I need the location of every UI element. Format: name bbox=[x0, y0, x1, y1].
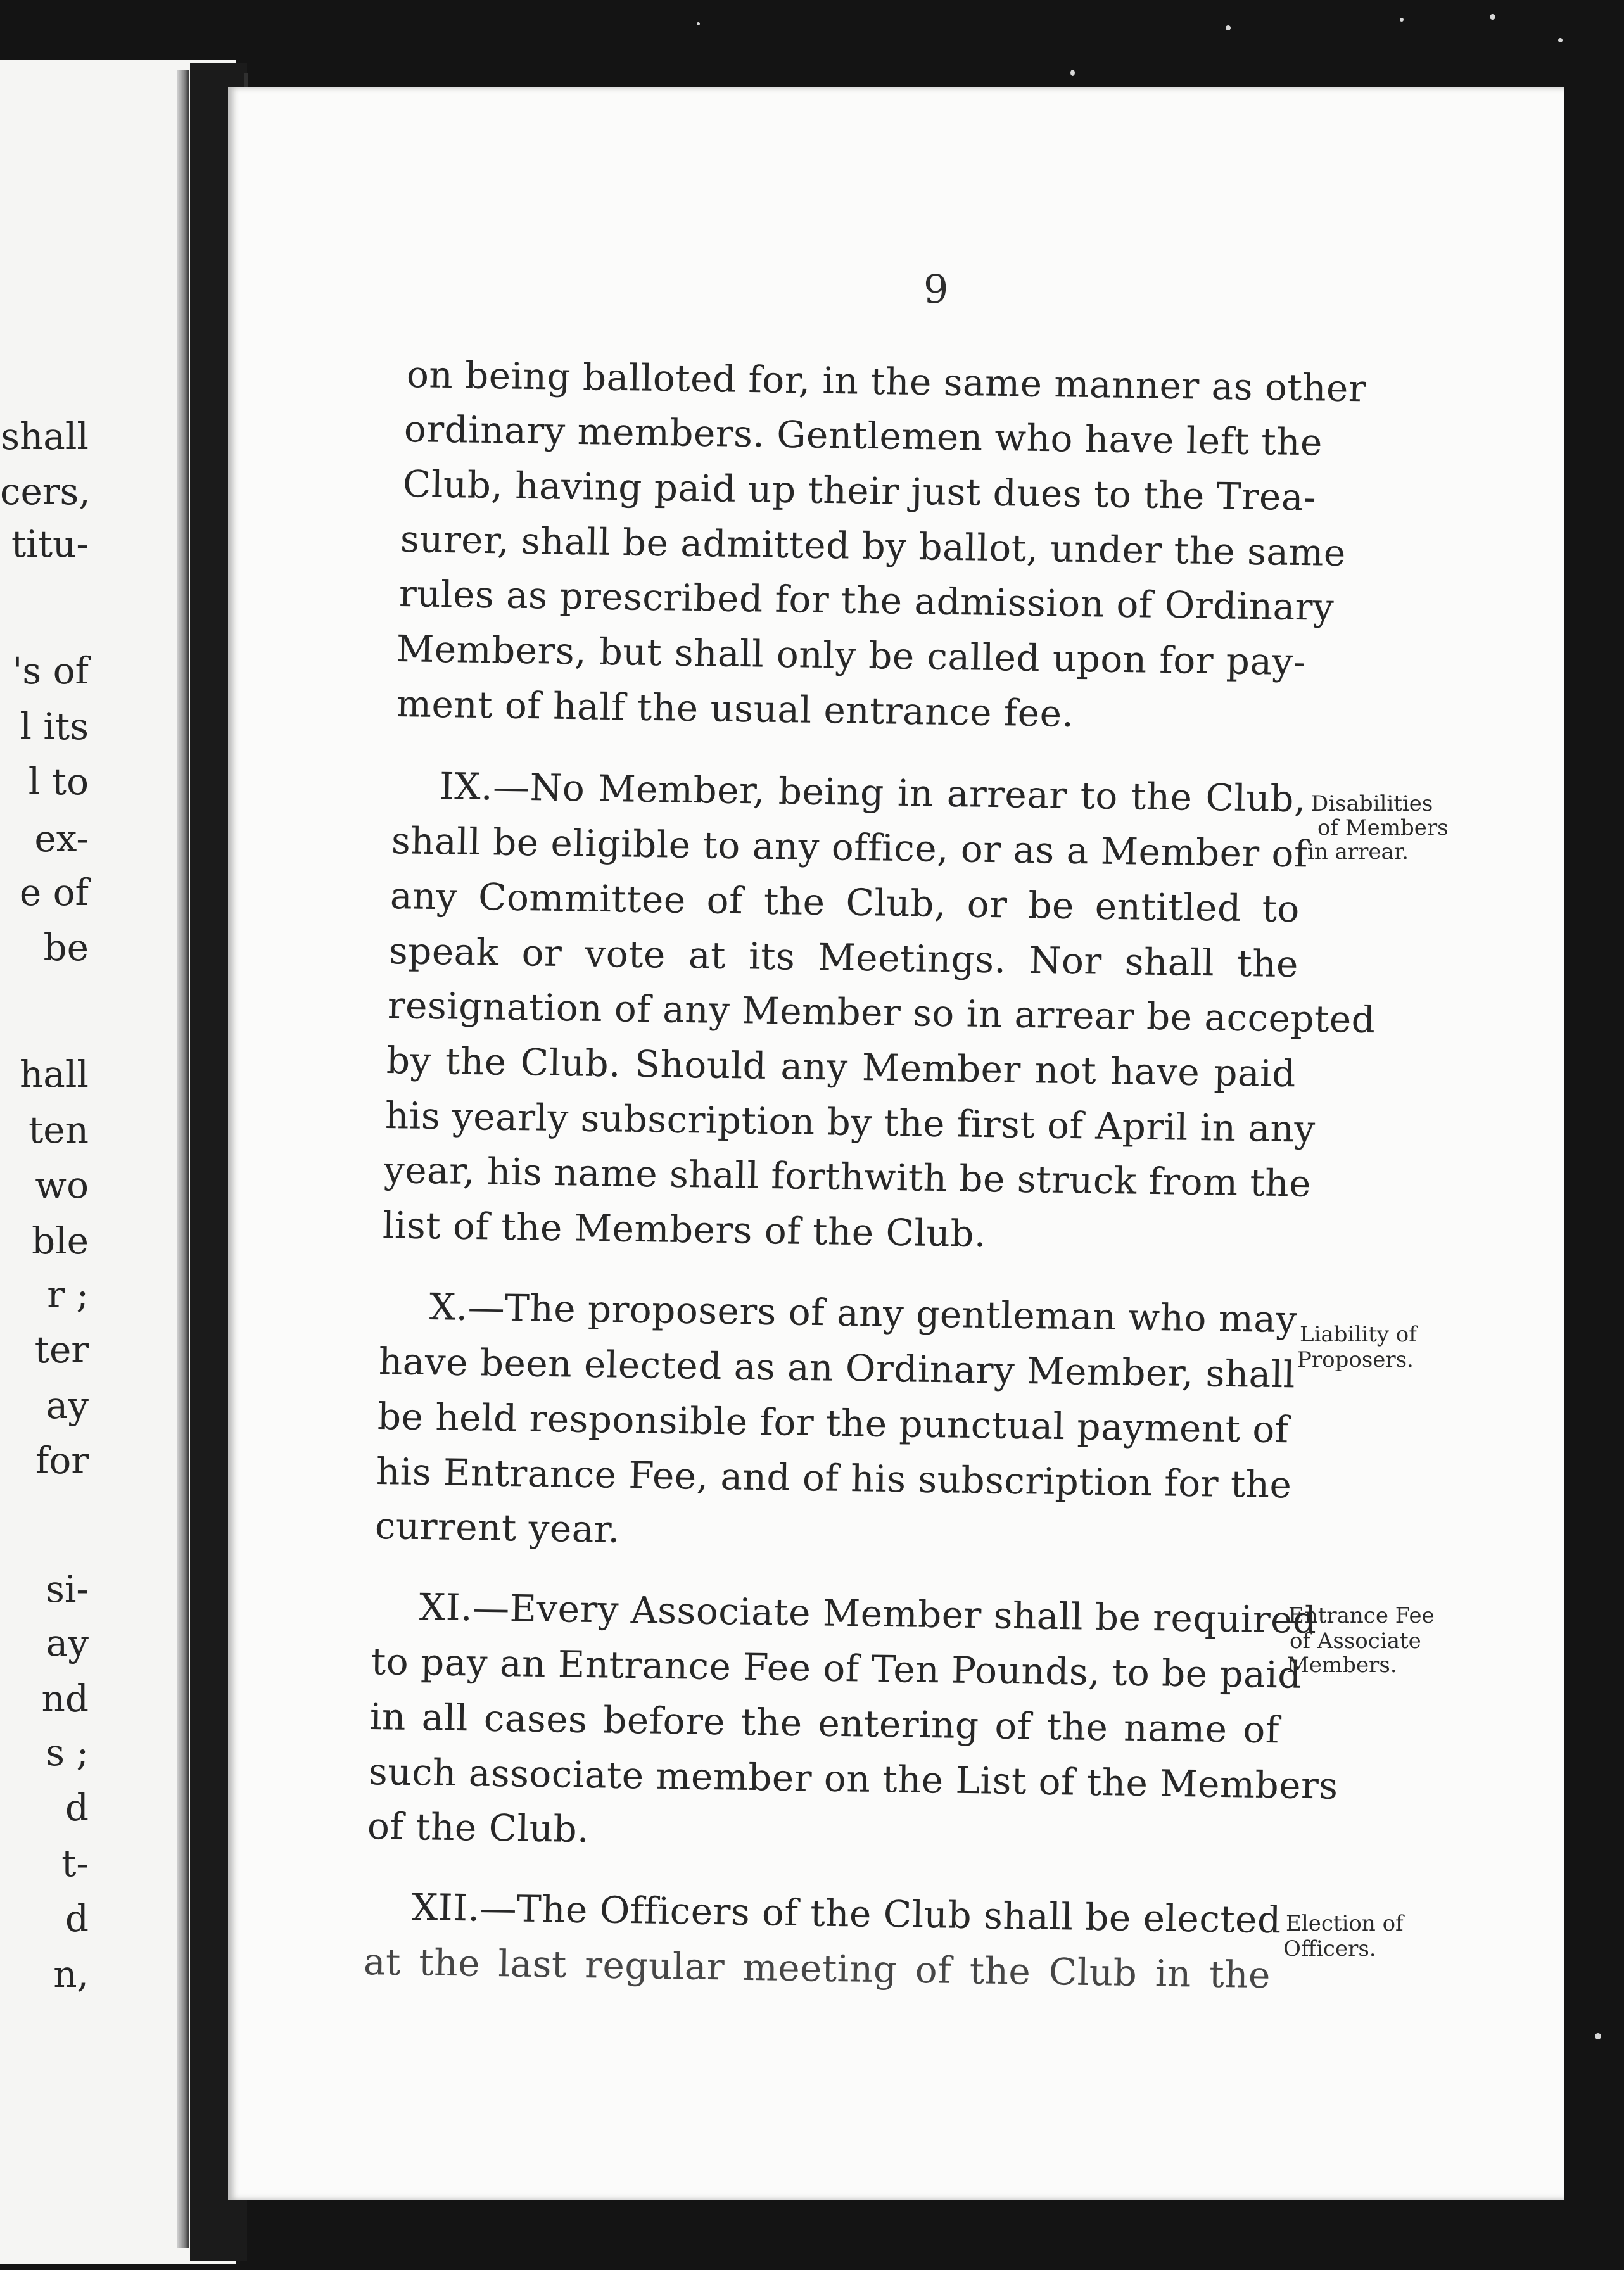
section-heading-line: X.—The proposers of any gentleman who may bbox=[429, 1285, 1298, 1341]
text-line: resignation of any Member so in arrear be accepted bbox=[387, 984, 1376, 1042]
left-page-fragment: s ; bbox=[46, 1731, 89, 1774]
left-page-fragment: ay bbox=[46, 1621, 89, 1664]
dust-speck bbox=[1595, 2033, 1601, 2039]
dust-speck bbox=[697, 22, 700, 25]
text-line: list of the Members of the Club. bbox=[382, 1203, 987, 1256]
left-page-fragment: t- bbox=[61, 1842, 89, 1885]
section-heading-line: XI.—Every Associate Member shall be required bbox=[419, 1585, 1317, 1642]
text-line: such associate member on the List of the Members bbox=[368, 1750, 1338, 1808]
left-page-fragment: titu- bbox=[11, 523, 89, 566]
left-page-fragment: d bbox=[65, 1786, 89, 1829]
dust-speck bbox=[1400, 18, 1404, 22]
margin-note: of Members bbox=[1317, 815, 1449, 840]
margin-note: Entrance Fee bbox=[1288, 1603, 1435, 1628]
left-page-fragment: ten bbox=[29, 1108, 89, 1151]
text-line: by the Club. Should any Member not have paid bbox=[386, 1039, 1297, 1096]
left-page-fragment: l to bbox=[28, 760, 89, 803]
left-page-fragment: si- bbox=[46, 1568, 89, 1611]
left-page-fragment: l its bbox=[20, 705, 89, 748]
page-number: 9 bbox=[923, 266, 949, 312]
text-line: in all cases before the entering of the name of bbox=[369, 1695, 1280, 1752]
left-page-fragment: wo bbox=[35, 1164, 89, 1207]
left-page-fragment: ble bbox=[31, 1219, 89, 1262]
text-line: Club, having paid up their just dues to the Trea- bbox=[402, 462, 1317, 519]
left-page-fragment: r ; bbox=[47, 1273, 89, 1316]
margin-note: Liability of bbox=[1300, 1322, 1417, 1347]
dust-speck bbox=[1558, 38, 1563, 42]
section-heading-line: IX.—No Member, being in arrear to the Club, bbox=[439, 764, 1307, 821]
left-page-fragment: be bbox=[43, 926, 89, 969]
left-page-fragment: shall bbox=[1, 415, 89, 458]
left-page-fragment: ter bbox=[34, 1328, 89, 1371]
margin-note: Proposers. bbox=[1297, 1347, 1414, 1373]
text-line: on being balloted for, in the same manner as other bbox=[406, 353, 1367, 410]
dust-speck bbox=[1226, 25, 1231, 30]
left-page-fragment: nd bbox=[41, 1677, 89, 1720]
text-line: at the last regular meeting of the Club in the bbox=[363, 1940, 1271, 1997]
margin-note: in arrear. bbox=[1307, 839, 1409, 865]
margin-note: Election of bbox=[1286, 1911, 1404, 1936]
text-line: of the Club. bbox=[367, 1804, 590, 1851]
text-line: ordinary members. Gentlemen who have left the bbox=[403, 407, 1323, 464]
section-heading-line: XII.—The Officers of the Club shall be elected bbox=[411, 1886, 1282, 1942]
margin-note: of Associate bbox=[1290, 1628, 1421, 1654]
text-line: have been elected as an Ordinary Member, shall bbox=[378, 1340, 1296, 1397]
margin-note: Officers. bbox=[1283, 1936, 1376, 1962]
left-page-fragment: n, bbox=[53, 1953, 89, 1996]
left-page-fragment: e of bbox=[19, 871, 89, 914]
left-page-fragment: ay bbox=[46, 1384, 89, 1427]
left-page-fragment: 's of bbox=[12, 649, 89, 692]
left-page-fragment: for bbox=[35, 1439, 89, 1482]
text-line: year, his name shall forthwith be struck from the bbox=[383, 1148, 1312, 1205]
text-line: shall be eligible to any office, or as a Member of bbox=[391, 819, 1309, 876]
dust-speck bbox=[1490, 14, 1495, 20]
text-line: his Entrance Fee, and of his subscription for the bbox=[376, 1450, 1292, 1507]
text-line: any Committee of the Club, or be entitled to bbox=[390, 874, 1300, 931]
margin-note: Members. bbox=[1287, 1652, 1397, 1678]
dust-speck bbox=[1070, 70, 1075, 76]
text-line: Members, but shall only be called upon for pay- bbox=[396, 627, 1307, 684]
left-page-fragment: cers, bbox=[0, 470, 91, 513]
text-line: to pay an Entrance Fee of Ten Pounds, to be paid bbox=[371, 1640, 1302, 1697]
margin-note: Disabilities bbox=[1311, 791, 1433, 816]
text-line: current year. bbox=[374, 1504, 621, 1551]
left-page-fragment: d bbox=[65, 1897, 89, 1940]
text-line: speak or vote at its Meetings. Nor shall the bbox=[388, 929, 1299, 986]
text-line: be held responsible for the punctual payment of bbox=[377, 1395, 1290, 1452]
text-line: his yearly subscription by the first of April in any bbox=[384, 1094, 1316, 1151]
page-fold-shadow bbox=[177, 70, 189, 2248]
text-line: rules as prescribed for the admission of Ordinary bbox=[398, 572, 1335, 629]
text-line: surer, shall be admitted by ballot, under the same bbox=[400, 517, 1347, 575]
left-page-fragment: ex- bbox=[34, 817, 89, 860]
text-line: ment of half the usual entrance fee. bbox=[396, 682, 1074, 735]
left-page-fragment: hall bbox=[19, 1053, 89, 1096]
